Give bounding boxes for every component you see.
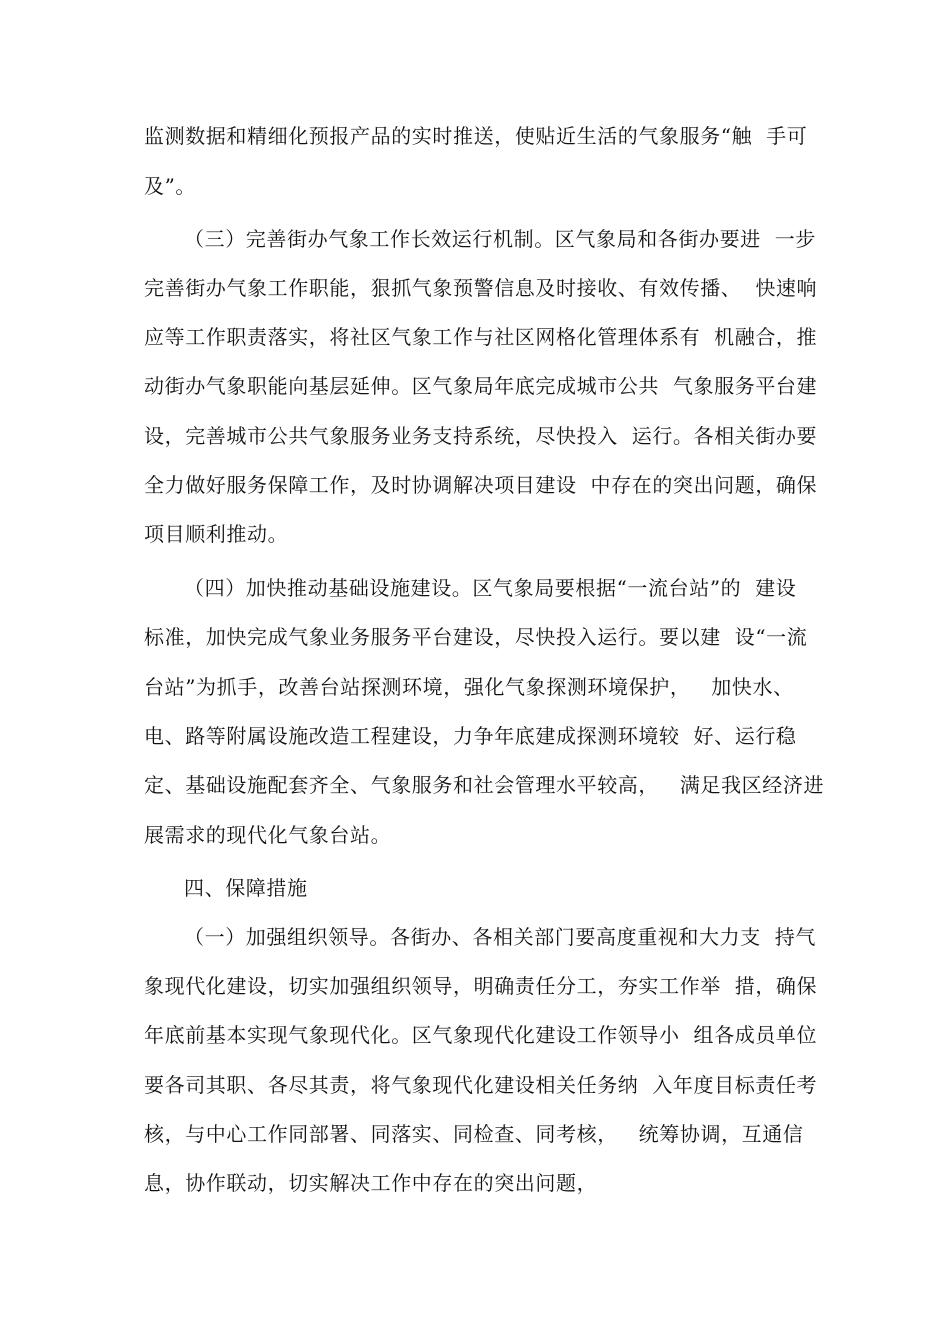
paragraph-line: 全力做好服务保障工作，及时协调解决项目建设 中存在的突出问题，确保 xyxy=(144,473,818,497)
paragraph-line: 展需求的现代化气象台站。 xyxy=(144,823,392,847)
paragraph-line: （一）加强组织领导。各街办、各相关部门要高度重视和大力支 持气 xyxy=(184,925,816,949)
paragraph-line: 设，完善城市公共气象服务业务支持系统，尽快投入 运行。各相关街办要 xyxy=(144,424,818,448)
paragraph-line: （四）加快推动基础设施建设。区气象局要根据“一流台站”的 建设 xyxy=(184,576,797,600)
paragraph-line: 息，协作联动，切实解决工作中存在的突出问题， xyxy=(144,1171,598,1195)
section-heading: 四、保障措施 xyxy=(184,876,308,900)
paragraph-line: 标准，加快完成气象业务服务平台建设，尽快投入运行。要以建 设“一流 xyxy=(144,625,808,649)
paragraph-line: 年底前基本实现气象现代化。区气象现代化建设工作领导小 组各成员单位 xyxy=(144,1023,818,1047)
paragraph-line: 核，与中心工作同部署、同落实、同检查、同考核， 统筹协调，互通信 xyxy=(144,1122,804,1146)
paragraph-line: 电、路等附属设施改造工程建设，力争年底建成探测环境较 好、运行稳 xyxy=(144,724,797,748)
paragraph-line: 动街办气象职能向基层延伸。区气象局年底完成城市公共 气象服务平台建 xyxy=(144,374,818,398)
paragraph-line: 定、基础设施配套齐全、气象服务和社会管理水平较高， 满足我区经济进 xyxy=(144,773,825,797)
paragraph-line: 监测数据和精细化预报产品的实时推送，使贴近生活的气象服务“触 手可 xyxy=(144,124,808,148)
paragraph-line: 象现代化建设，切实加强组织领导，明确责任分工，夯实工作举 措，确保 xyxy=(144,974,818,998)
paragraph-line: （三）完善街办气象工作长效运行机制。区气象局和各街办要进 一步 xyxy=(184,227,816,251)
paragraph-line: 台站”为抓手，改善台站探测环境，强化气象探测环境保护， 加快水、 xyxy=(144,675,794,699)
paragraph-line: 应等工作职责落实，将社区气象工作与社区网格化管理体系有 机融合，推 xyxy=(144,325,818,349)
paragraph-line: 项目顺利推动。 xyxy=(144,522,289,546)
paragraph-line: 及”。 xyxy=(144,174,197,198)
paragraph-line: 完善街办气象工作职能，狠抓气象预警信息及时接收、有效传播、 快速响 xyxy=(144,276,818,300)
paragraph-line: 要各司其职、各尽其责，将气象现代化建设相关任务纳 入年度目标责任考 xyxy=(144,1073,818,1097)
